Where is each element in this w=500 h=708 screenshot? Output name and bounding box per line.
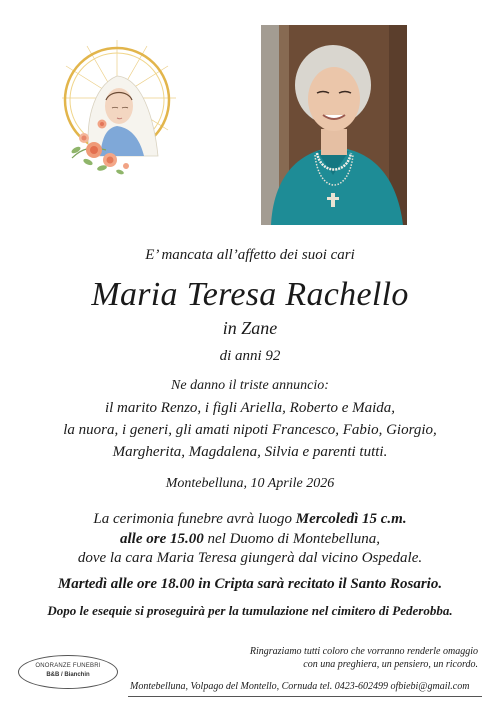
- announcement-header: Ne danno il triste annuncio:: [171, 378, 329, 393]
- married-name: in Zane: [222, 318, 278, 338]
- madonna-image: [62, 38, 192, 183]
- family-line: Margherita, Magdalena, Silvia e parenti tutti.: [112, 444, 388, 460]
- burial-notice: Dopo le esequie si proseguirà per la tumulazione nel cimitero di Pederobba.: [47, 603, 453, 618]
- thanks-line: Ringraziamo tutti coloro che vorranno renderle omaggio: [249, 646, 478, 657]
- ceremony-line: [0, 531, 500, 548]
- ceremony-date: Mercoledì 15 c.m.: [295, 511, 407, 527]
- ceremony-line: dove la cara Maria Teresa giungerà dal vicino Ospedale.: [77, 550, 423, 566]
- age-text: di anni 92: [219, 348, 281, 364]
- deceased-name: Maria Teresa Rachello: [91, 276, 409, 313]
- rosary-notice: Martedì alle ore 18.00 in Cripta sarà recitato il Santo Rosario.: [57, 576, 443, 592]
- ceremony-time: alle ore 15.00: [120, 531, 204, 547]
- family-line: la nuora, i generi, gli amati nipoti Francesco, Fabio, Giorgio,: [63, 422, 437, 438]
- portrait-photo: [261, 25, 407, 225]
- place-date: Montebelluna, 10 Aprile 2026: [165, 476, 335, 491]
- thanks-line: con una preghiera, un pensiero, un ricordo.: [303, 659, 478, 670]
- ceremony-line: [0, 511, 500, 528]
- logo-line: B&B / Bianchin: [46, 672, 90, 678]
- ceremony-text: nel Duomo di Montebelluna,: [203, 531, 380, 547]
- intro-text: E’ mancata all’affetto dei suoi cari: [145, 247, 355, 263]
- footer-divider: [128, 696, 482, 697]
- ceremony-text: La cerimonia funebre avrà luogo: [93, 511, 296, 527]
- footer-contact: Montebelluna, Volpago del Montello, Cornuda tel. 0423-602499 ofbiebi@gmail.com: [130, 681, 470, 692]
- funeral-home-logo: [18, 655, 118, 689]
- face: [308, 67, 360, 131]
- family-line: il marito Renzo, i figli Ariella, Roberto e Maida,: [104, 400, 396, 416]
- logo-line: ONORANZE FUNEBRI: [35, 663, 101, 669]
